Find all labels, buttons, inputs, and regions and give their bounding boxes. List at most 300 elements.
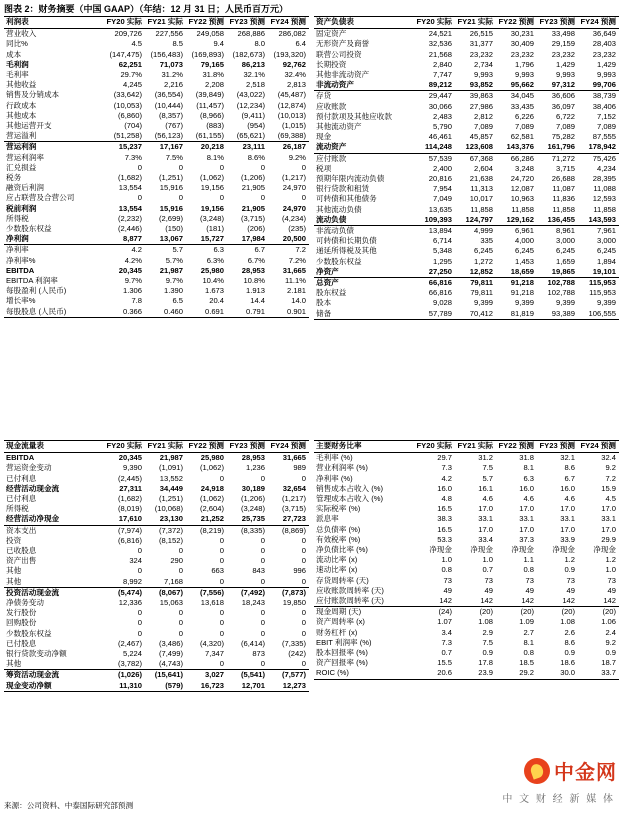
- row-label: 少数股东权益: [6, 628, 52, 638]
- cell-value: 21,252: [186, 514, 227, 525]
- cell-value: 28,395: [592, 174, 616, 184]
- cell-value: 0: [227, 659, 268, 670]
- row-label: 存货周转率 (天): [316, 575, 369, 585]
- cell-value: 9.7%: [165, 276, 183, 286]
- cell-value: (704): [124, 121, 142, 131]
- cell-value: 33.9: [560, 534, 575, 544]
- cell-value: 1.08: [478, 617, 493, 627]
- cell-value: 0: [227, 577, 268, 588]
- cell-value: 49: [566, 585, 575, 595]
- cell-value: 9.2: [605, 463, 616, 473]
- row-label: 可转债和长期负债: [316, 236, 377, 246]
- table-row: [4, 163, 309, 173]
- cell-value: 26,187: [282, 142, 306, 152]
- cell-value: 17.0: [601, 504, 616, 514]
- cell-value: 2.4: [605, 627, 616, 637]
- cell-value: 0: [301, 628, 306, 638]
- row-label: 现金周期 (天): [316, 607, 362, 617]
- cashflow-table: [4, 440, 309, 692]
- cell-value: 9,399: [555, 298, 575, 308]
- col-header-1: FY21 实际: [455, 17, 496, 29]
- cell-value: 30,409: [510, 39, 534, 49]
- col-header-4: FY24 预测: [578, 17, 619, 29]
- cell-value: 13,618: [200, 598, 224, 608]
- cell-value: 4.8: [441, 494, 452, 504]
- cell-value: 996: [293, 566, 306, 576]
- balance-title: 资产负债表: [314, 17, 414, 29]
- col-header-3: FY23 预测: [227, 441, 268, 453]
- balance-sheet-table: [314, 16, 619, 320]
- cell-value: (235): [288, 224, 306, 234]
- table-row: [4, 474, 309, 484]
- cell-value: 23,111: [242, 142, 265, 152]
- cell-value: 28,403: [592, 39, 616, 49]
- cell-value: (1,217): [281, 494, 306, 504]
- cell-value: 5.7: [172, 245, 183, 255]
- cell-value: 286,082: [278, 29, 306, 39]
- cell-value: 4,999: [473, 226, 493, 236]
- table-row: [4, 639, 309, 649]
- cell-value: (8,357): [158, 110, 183, 120]
- cell-value: 20,218: [200, 142, 224, 152]
- cell-value: (7,577): [281, 670, 306, 680]
- cell-value: (1,062): [199, 463, 224, 473]
- cell-value: 2,400: [432, 163, 452, 173]
- table-row: [314, 309, 619, 320]
- cell-value: (65,621): [227, 131, 268, 142]
- cell-value: 66,816: [428, 288, 452, 298]
- row-label: 资产回报率 (%): [316, 658, 368, 668]
- cell-value: 57,539: [428, 153, 452, 163]
- cell-value: 31.2%: [161, 70, 183, 80]
- table-row: [4, 39, 309, 49]
- cell-value: 29,447: [428, 91, 452, 101]
- cell-value: (1,091): [158, 463, 183, 473]
- cell-value: 23.9: [455, 668, 496, 679]
- cell-value: 1.2: [605, 555, 616, 565]
- cell-value: 2.181: [286, 286, 306, 296]
- cell-value: 19,156: [200, 203, 224, 213]
- cell-value: 15,063: [159, 598, 183, 608]
- cell-value: 0.9: [482, 648, 493, 658]
- table-row: [314, 267, 619, 278]
- cell-value: 4.2: [441, 473, 452, 483]
- cell-value: 0: [260, 618, 265, 628]
- cell-value: (2,467): [117, 638, 142, 648]
- watermark-logo: [524, 756, 617, 785]
- cell-value: 16.5: [437, 504, 452, 514]
- cell-value: 73: [566, 575, 575, 585]
- cell-value: 7,747: [432, 70, 452, 80]
- cell-value: 0.460: [145, 307, 186, 318]
- table-row: [314, 70, 619, 80]
- row-label: 毛利润: [6, 59, 29, 69]
- cell-value: 6,245: [555, 246, 575, 256]
- table-row: [4, 121, 309, 131]
- cell-value: 3,715: [555, 163, 575, 173]
- cell-value: 73: [607, 575, 616, 585]
- cell-value: 7.3%: [124, 152, 142, 162]
- col-header-4: FY24 预测: [578, 441, 619, 453]
- table-row: [4, 629, 309, 639]
- cell-value: 123,608: [455, 142, 496, 153]
- cell-value: 7,089: [473, 122, 493, 132]
- cell-value: 0: [178, 608, 183, 618]
- cell-value: 0.8: [523, 565, 534, 575]
- cell-value: 143,376: [496, 142, 537, 153]
- cell-value: 17,984: [227, 234, 268, 245]
- cell-value: 2.6: [564, 627, 575, 637]
- table-row: [4, 659, 309, 670]
- cell-value: (7,372): [158, 525, 183, 535]
- table-row: [314, 39, 619, 49]
- cell-value: 0: [219, 193, 224, 203]
- col-header-4: FY24 预测: [268, 441, 309, 453]
- cell-value: 33.1: [560, 514, 575, 524]
- cell-value: 324: [129, 556, 142, 566]
- cell-value: 0.901: [268, 307, 309, 318]
- cell-value: 19,865: [537, 267, 578, 278]
- cell-value: (1,251): [158, 173, 183, 183]
- cell-value: 67,368: [469, 153, 493, 163]
- cell-value: 21,638: [469, 174, 493, 184]
- table-row: [314, 596, 619, 607]
- cell-value: 2,812: [473, 111, 493, 121]
- cell-value: 73: [484, 575, 493, 585]
- table-row: [314, 184, 619, 194]
- cell-value: 20,816: [428, 174, 452, 184]
- cell-value: 32.1: [560, 453, 575, 463]
- row-label: 银行贷款变动净额: [6, 649, 67, 659]
- cell-value: 9,993: [555, 70, 575, 80]
- table-row: [4, 90, 309, 100]
- cell-value: 4.6: [523, 494, 534, 504]
- table-row: [314, 514, 619, 524]
- cell-value: 29.7: [437, 453, 452, 463]
- table-row: [314, 555, 619, 565]
- cell-value: 18.6: [560, 658, 575, 668]
- cell-value: 0: [178, 546, 183, 556]
- table-row: [314, 142, 619, 153]
- table-row: [314, 298, 619, 308]
- row-label: 同比%: [6, 39, 28, 49]
- cell-value: 32.4: [601, 453, 616, 463]
- cell-value: 33.1: [478, 514, 493, 524]
- row-label: 毛利率 (%): [316, 453, 353, 463]
- cell-value: 31,665: [282, 265, 306, 275]
- income-title: 利润表: [4, 17, 104, 29]
- cell-value: 11,858: [470, 204, 493, 214]
- cell-value: 12,336: [118, 598, 142, 608]
- cell-value: 21,568: [428, 49, 452, 59]
- cell-value: 21,987: [159, 453, 183, 463]
- cell-value: (5,541): [240, 670, 265, 680]
- cell-value: 143,593: [578, 215, 619, 226]
- cell-value: 32,536: [428, 39, 452, 49]
- cell-value: (36,554): [154, 90, 183, 100]
- cell-value: 0.691: [186, 307, 227, 318]
- cell-value: (193,320): [273, 49, 306, 59]
- cell-value: 0: [137, 608, 142, 618]
- table-row: [4, 193, 309, 203]
- table-row: [4, 60, 309, 70]
- table-row: [4, 514, 309, 525]
- row-label: 资产出售: [6, 556, 37, 566]
- row-label: 汇兑损益: [6, 162, 37, 172]
- table-row: [314, 246, 619, 256]
- cell-value: 209,726: [114, 29, 142, 39]
- cell-value: 2.7: [523, 627, 534, 637]
- table-row: [4, 256, 309, 266]
- cell-value: 27,250: [414, 267, 455, 278]
- row-label: 管理成本占收入 (%): [316, 494, 384, 504]
- row-label: 应付账款周转率 (天): [314, 596, 414, 607]
- table-row: [4, 504, 309, 514]
- cell-value: 31.8: [519, 453, 534, 463]
- table-row: [314, 112, 619, 122]
- cell-value: 7,954: [432, 184, 452, 194]
- row-label: 融资后利润: [6, 183, 44, 193]
- row-label: 每股股息 (人民币): [4, 307, 104, 318]
- cell-value: 0.366: [104, 307, 145, 318]
- cell-value: 24,521: [428, 29, 452, 39]
- row-label: 资产周转率 (x): [316, 617, 365, 627]
- table-row: [4, 142, 309, 153]
- cell-value: 70,412: [455, 309, 496, 320]
- cell-value: 8.6: [564, 463, 575, 473]
- cell-value: (8,067): [158, 587, 183, 597]
- cashflow-title: 现金流量表: [4, 441, 104, 453]
- row-label: 其他流动负债: [316, 204, 362, 214]
- cell-value: 16.0: [437, 483, 452, 493]
- cell-value: (3,782): [104, 659, 145, 670]
- cell-value: 9,993: [473, 70, 493, 80]
- cell-value: (182,673): [232, 49, 265, 59]
- cell-value: 1,796: [514, 59, 534, 69]
- cell-value: 1.0: [441, 555, 452, 565]
- table-row: [314, 153, 619, 164]
- cell-value: 14.0: [291, 296, 306, 306]
- cell-value: 6,245: [596, 246, 616, 256]
- cell-value: 13,635: [428, 204, 452, 214]
- col-header-1: FY21 实际: [145, 17, 186, 29]
- cell-value: 24,918: [200, 483, 224, 493]
- cell-value: 5,348: [432, 246, 452, 256]
- row-label: 投资活动现金流: [6, 587, 60, 597]
- col-header-3: FY23 预测: [227, 17, 268, 29]
- ratios-table: [314, 440, 619, 680]
- cell-value: 9,399: [514, 298, 534, 308]
- cell-value: 1,236: [245, 463, 265, 473]
- table-row: [4, 618, 309, 628]
- table-row: [314, 194, 619, 204]
- cell-value: 6.7: [254, 245, 265, 255]
- cell-value: 95,662: [496, 80, 537, 91]
- cell-value: (147,475): [109, 49, 142, 59]
- cell-value: 10.8%: [243, 276, 265, 286]
- row-label: 非流动负债: [316, 226, 354, 236]
- cell-value: 16,723: [186, 681, 227, 692]
- cell-value: 12,273: [268, 681, 309, 692]
- cell-value: 27,311: [119, 483, 142, 493]
- row-label: ROIC (%): [314, 668, 414, 679]
- col-header-0: FY20 实际: [104, 17, 145, 29]
- cell-value: 73: [443, 575, 452, 585]
- row-label: 其他: [4, 659, 104, 670]
- cell-value: (2,446): [117, 224, 142, 234]
- row-label: 成本: [6, 49, 22, 59]
- cell-value: 124,797: [455, 215, 496, 226]
- cell-value: 24,970: [282, 203, 306, 213]
- cell-value: (1,217): [281, 173, 306, 183]
- cell-value: 6.5: [172, 296, 183, 306]
- row-label: 营运资金变动: [6, 463, 52, 473]
- cell-value: 9,993: [514, 70, 534, 80]
- table-header-row: [314, 441, 619, 453]
- table-row: [314, 257, 619, 267]
- cell-value: (1,206): [240, 494, 265, 504]
- cell-value: 0: [268, 577, 309, 588]
- cell-value: 4.6: [564, 494, 575, 504]
- row-label: 增长率%: [6, 296, 36, 306]
- cell-value: 0: [301, 162, 306, 172]
- cell-value: (8,869): [281, 525, 306, 535]
- row-label: 预付款项及其他应收款: [316, 111, 392, 121]
- row-label: 股本: [316, 298, 332, 308]
- cell-value: 0.9: [564, 648, 575, 658]
- row-label: 净利润: [4, 234, 104, 245]
- table-row: [314, 278, 619, 289]
- cell-value: 30.0: [537, 668, 578, 679]
- cell-value: 38,739: [592, 91, 616, 101]
- cell-value: 17.0: [519, 524, 534, 534]
- row-label: 应付账款: [316, 153, 347, 163]
- cell-value: 1,659: [555, 256, 575, 266]
- cell-value: 8.1: [523, 463, 534, 473]
- table-row: [4, 214, 309, 224]
- table-row: [4, 70, 309, 80]
- row-label: 预期年限内流动负债: [316, 174, 385, 184]
- cell-value: 2,208: [204, 80, 224, 90]
- cell-value: (954): [247, 121, 265, 131]
- cell-value: 1,453: [514, 256, 534, 266]
- cell-value: 7.5: [482, 463, 493, 473]
- table-row: [314, 658, 619, 668]
- cell-value: 29.7%: [120, 70, 142, 80]
- cell-value: 1,295: [432, 256, 452, 266]
- cell-value: (9,411): [241, 110, 265, 120]
- cell-value: 33.1: [519, 514, 534, 524]
- cell-value: 989: [293, 463, 306, 473]
- cell-value: 0.9: [564, 565, 575, 575]
- cell-value: 73: [525, 575, 534, 585]
- cell-value: (15,641): [154, 670, 183, 680]
- cell-value: 0: [260, 608, 265, 618]
- ratios-title: 主要财务比率: [314, 441, 414, 453]
- cell-value: 11,858: [511, 204, 534, 214]
- cell-value: 15.5: [437, 658, 452, 668]
- cell-value: 873: [252, 649, 265, 659]
- table-row: [314, 174, 619, 184]
- cell-value: 249,058: [196, 29, 224, 39]
- cell-value: 4.2%: [124, 255, 142, 265]
- row-label: 净利率 (%): [316, 473, 353, 483]
- cell-value: (7,499): [158, 649, 183, 659]
- cell-value: 0: [219, 473, 224, 483]
- cell-value: 8.6: [564, 637, 575, 647]
- cell-value: 1.06: [601, 617, 616, 627]
- cell-value: 53.3: [437, 534, 452, 544]
- cell-value: 5,790: [432, 122, 452, 132]
- cell-value: 11,858: [593, 204, 616, 214]
- table-row: [314, 205, 619, 215]
- table-row: [314, 226, 619, 237]
- row-label: 净债务变动: [6, 598, 44, 608]
- cell-value: 0: [301, 473, 306, 483]
- table-row: [4, 131, 309, 142]
- cell-value: 9,993: [596, 70, 616, 80]
- cell-value: 2,483: [432, 111, 452, 121]
- cell-value: 16.1: [478, 483, 493, 493]
- cell-value: 14.4: [250, 296, 265, 306]
- cell-value: 79,811: [470, 288, 493, 298]
- cell-value: 20.6: [414, 668, 455, 679]
- table-row: [314, 607, 619, 618]
- cell-value: 71,073: [159, 59, 183, 69]
- cell-value: (2,604): [199, 504, 224, 514]
- cell-value: (6,860): [117, 110, 142, 120]
- cell-value: 4,000: [514, 236, 534, 246]
- table-row: [4, 453, 309, 464]
- table-row: [4, 286, 309, 296]
- row-label: 筹资活动现金流: [6, 670, 60, 680]
- figure-caption: 图表 2：财务摘要（中国 GAAP）（年结：12 月 31 日；人民币百万元）: [4, 4, 289, 14]
- cell-value: 18.5: [519, 658, 534, 668]
- table-row: [314, 463, 619, 473]
- col-header-0: FY20 实际: [104, 441, 145, 453]
- cell-value: 9.2%: [288, 152, 306, 162]
- cell-value: 0: [186, 577, 227, 588]
- cell-value: 1.913: [245, 286, 265, 296]
- flame-icon: [524, 758, 550, 784]
- cell-value: 11.1%: [285, 276, 306, 286]
- cell-value: (7,492): [240, 587, 265, 597]
- cell-value: 30,189: [241, 483, 265, 493]
- cell-value: 49: [525, 585, 534, 595]
- table-row: [314, 288, 619, 298]
- cell-value: (20): [561, 607, 575, 617]
- cell-value: (56,123): [145, 131, 186, 142]
- table-row: [4, 80, 309, 90]
- cell-value: 7,152: [596, 111, 616, 121]
- cell-value: 17.0: [560, 524, 575, 534]
- cell-value: 8,992: [104, 577, 145, 588]
- cell-value: (69,388): [268, 131, 309, 142]
- col-header-1: FY21 实际: [145, 441, 186, 453]
- row-label: EBITDA 利润率: [6, 276, 58, 286]
- cell-value: 39,863: [469, 91, 493, 101]
- table-row: [4, 670, 309, 681]
- table-row: [4, 546, 309, 556]
- col-header-4: FY24 预测: [268, 17, 309, 29]
- cell-value: 0: [260, 535, 265, 545]
- row-label: 其他: [6, 566, 22, 576]
- table-row: [4, 587, 309, 598]
- row-label: 其他流动资产: [316, 122, 362, 132]
- row-label: 回购股份: [6, 618, 37, 628]
- row-label: 税务: [6, 173, 22, 183]
- cell-value: 31,377: [469, 39, 493, 49]
